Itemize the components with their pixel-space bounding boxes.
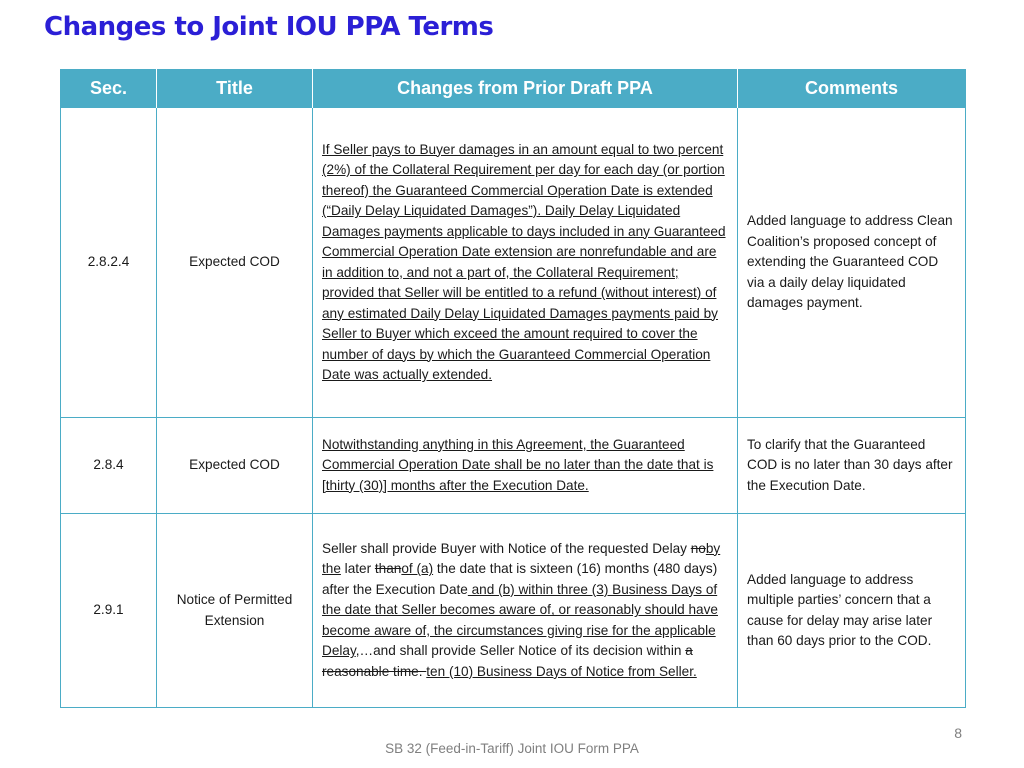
- deleted-text: than: [374, 561, 402, 577]
- plain-text: the date that is sixteen (16) months (480 days) after the Execution Date: [322, 561, 718, 597]
- cell-sec: 2.8.4: [61, 418, 157, 514]
- cell-changes: [313, 108, 738, 418]
- table-row: [61, 418, 966, 514]
- deleted-text: no: [690, 540, 706, 556]
- header-sec: Sec.: [61, 70, 157, 108]
- inserted-text: of (a): [401, 561, 434, 577]
- slide-footer: SB 32 (Feed-in-Tariff) Joint IOU Form PPA: [385, 741, 639, 756]
- table-row: [61, 108, 966, 418]
- cell-title: Expected COD: [157, 418, 313, 514]
- inserted-text: Notwithstanding anything in this Agreement, the Guaranteed Commercial Operation Date shall be no later than the date that is [thirty (30)] months after the Execution Date.: [322, 436, 714, 493]
- cell-title: Notice of Permitted Extension: [157, 514, 313, 708]
- plain-text: later: [340, 561, 375, 577]
- deleted-text: a reasonable time.: [322, 643, 693, 679]
- header-comments: Comments: [738, 70, 966, 108]
- cell-comments: Added language to address multiple parties’ concern that a cause for delay may arise later than 60 days prior to the COD.: [738, 514, 966, 708]
- table-row: [61, 514, 966, 708]
- table-header-row: [61, 70, 966, 108]
- inserted-text: and (b) within three (3) Business Days of the date that Seller becomes aware of, or reasonably should have become aware of, the circumstances giving rise for the applicable Delay: [322, 581, 718, 659]
- page-number: 8: [954, 725, 962, 741]
- header-title: Title: [157, 70, 313, 108]
- cell-sec: 2.9.1: [61, 514, 157, 708]
- changes-table: [60, 69, 966, 708]
- cell-sec: 2.8.2.4: [61, 108, 157, 418]
- cell-changes: [313, 418, 738, 514]
- inserted-text: ten (10) Business Days of Notice from Seller.: [426, 663, 697, 679]
- plain-text: Seller shall provide Buyer with Notice of the requested Delay: [322, 540, 691, 556]
- inserted-text: If Seller pays to Buyer damages in an amount equal to two percent (2%) of the Collateral Requirement per day for each day (or portion thereof) the Guaranteed Commercial Operation Date is extended (“Daily Delay Liquidated Damages”). Daily Delay Liquidated Damages payments applicable to days included in any Guaranteed Commercial Operation Date extension are nonrefundable and are in addition to, and not a part of, the Collateral Requirement; provided that Seller will be entitled to a refund (without interest) of any estimated Daily Delay Liquidated Damages payments paid by Seller to Buyer which exceed the amount required to cover the number of days by which the Guaranteed Commercial Operation Date was actually extended.: [322, 141, 726, 382]
- cell-changes: [313, 514, 738, 708]
- header-changes: Changes from Prior Draft PPA: [313, 70, 738, 108]
- cell-comments: Added language to address Clean Coalition’s proposed concept of extending the Guaranteed COD via a daily delay liquidated damages payment.: [738, 108, 966, 418]
- cell-title: Expected COD: [157, 108, 313, 418]
- plain-text: ,…and shall provide Seller Notice of its decision within: [355, 643, 686, 659]
- cell-comments: To clarify that the Guaranteed COD is no later than 30 days after the Execution Date.: [738, 418, 966, 514]
- inserted-text: by the: [322, 540, 721, 577]
- slide-title: Changes to Joint IOU PPA Terms: [44, 12, 494, 42]
